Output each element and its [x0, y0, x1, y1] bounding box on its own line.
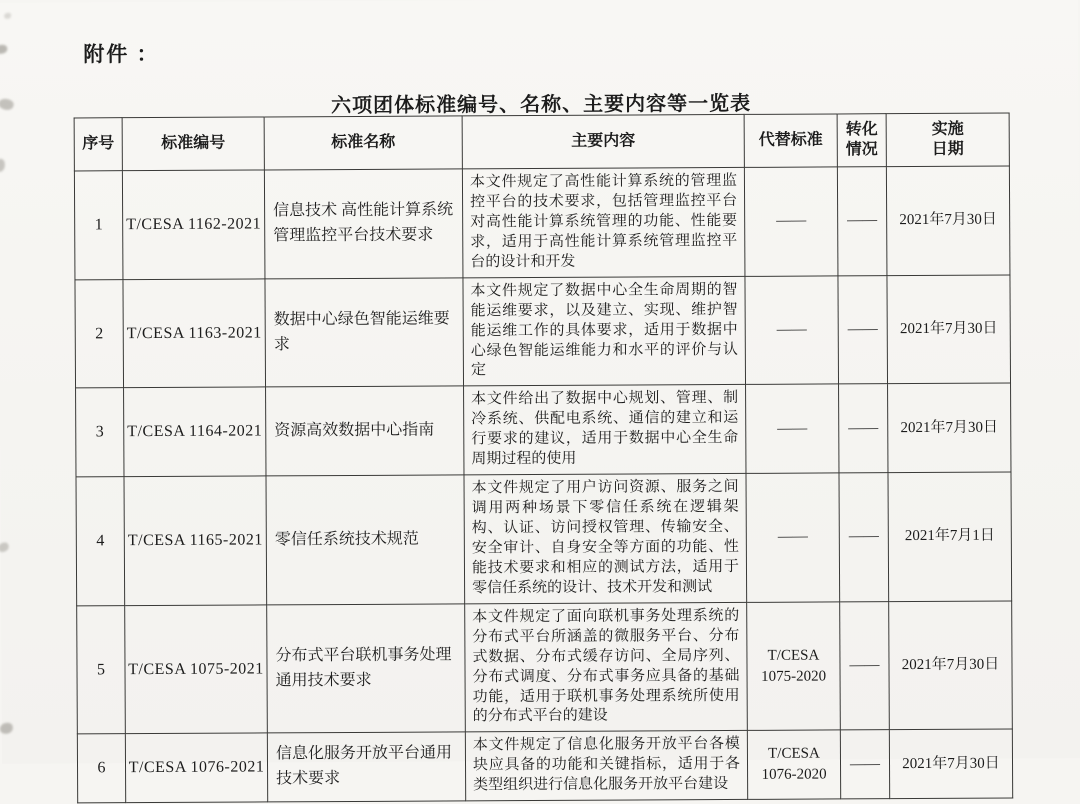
cell-code: T/CESA 1163-2021 — [123, 279, 266, 388]
header-date: 实施 日期 — [886, 113, 1009, 167]
table-row — [76, 383, 1011, 477]
cell-name: 数据中心绿色智能运维要求 — [265, 278, 464, 388]
cell-content: 本文件规定了信息化服务开放平台各模块应具备的功能和关键指标，适用于各类型组织进行信息化服务开放平台建设 — [465, 731, 747, 801]
cell-conversion: —— — [839, 384, 888, 473]
cell-name: 资源高效数据中心指南 — [266, 386, 464, 476]
header-conversion: 转化 情况 — [837, 114, 886, 167]
cell-replaces: T/CESA 1075-2020 — [747, 602, 841, 731]
scan-artifact — [0, 542, 10, 554]
cell-content: 本文件规定了面向联机事务处理系统的分布式平台所涵盖的微服务平台、分布式数据、分布式缓存访问、全局序列、分布式调度、分布式事务应具备的基础功能，适用于联机事务处理系统所使用的分布式平台的建设 — [465, 602, 748, 732]
cell-content: 本文件给出了数据中心规划、管理、制冷系统、供配电系统、通信的建立和运行要求的建议，适用于数据中心全生命周期过程的使用 — [464, 385, 746, 475]
cell-date: 2021年7月1日 — [888, 472, 1012, 601]
table-row — [77, 601, 1013, 735]
scan-artifact — [4, 13, 11, 19]
cell-name: 信息化服务开放平台通用技术要求 — [267, 732, 465, 802]
cell-content: 本文件规定了用户访问资源、服务之间调用两种场景下零信任系统在逻辑架构、认证、访问授权管理、传输安全、安全审计、自身安全等方面的功能、性能技术要求和相应的测试方法，适用于零信任系统的设计、技术开发和测试 — [464, 474, 747, 604]
header-seq: 序号 — [74, 118, 122, 171]
standards-table — [74, 113, 1014, 804]
cell-code: T/CESA 1076-2021 — [125, 733, 267, 803]
cell-seq: 1 — [74, 171, 123, 280]
cell-date: 2021年7月30日 — [886, 166, 1010, 275]
cell-code: T/CESA 1165-2021 — [124, 476, 267, 605]
cell-content: 本文件规定了高性能计算系统的管理监控平台的技术要求，包括管理监控平台对高性能计算系统管理的功能、性能要求，适用于高性能计算系统管理监控平台的设计和开发 — [462, 167, 745, 277]
scan-artifact — [0, 159, 5, 172]
cell-code: T/CESA 1075-2021 — [125, 605, 268, 734]
cell-replaces: T/CESA 1076-2020 — [747, 730, 840, 799]
scan-artifact — [0, 723, 13, 734]
cell-date: 2021年7月30日 — [889, 601, 1013, 730]
cell-name: 信息技术 高性能计算系统管理监控平台技术要求 — [264, 169, 463, 279]
scan-artifact — [0, 45, 7, 54]
cell-seq: 5 — [77, 605, 126, 734]
cell-date: 2021年7月30日 — [889, 729, 1012, 798]
cell-name: 分布式平台联机事务处理通用技术要求 — [267, 604, 466, 734]
cell-conversion: —— — [839, 473, 889, 602]
cell-replaces: —— — [746, 473, 840, 602]
cell-replaces: —— — [744, 167, 838, 276]
cell-seq: 2 — [75, 279, 124, 388]
table-row — [75, 275, 1011, 389]
attachment-label: 附件 ： — [83, 41, 160, 67]
cell-date: 2021年7月30日 — [888, 383, 1011, 472]
cell-name: 零信任系统技术规范 — [266, 475, 465, 605]
table-row — [77, 729, 1012, 803]
table-header-row — [74, 113, 1009, 171]
cell-conversion: —— — [838, 275, 888, 384]
cell-code: T/CESA 1162-2021 — [122, 170, 265, 279]
cell-conversion: —— — [840, 601, 890, 730]
scan-artifact — [0, 97, 15, 112]
cell-seq: 4 — [76, 477, 125, 606]
table-row — [74, 166, 1010, 280]
cell-content: 本文件规定了数据中心全生命周期的智能运维要求，以及建立、实现、维护智能运维工作的具体要求，适用于数据中心绿色智能运维能力和水平的评价与认定 — [463, 276, 746, 386]
header-content: 主要内容 — [462, 114, 744, 168]
cell-seq: 3 — [76, 388, 124, 477]
header-replaces: 代替标准 — [744, 114, 837, 167]
cell-date: 2021年7月30日 — [887, 275, 1011, 384]
cell-replaces: —— — [746, 384, 839, 473]
cell-code: T/CESA 1164-2021 — [124, 387, 266, 476]
page-title: 六项团体标准编号、名称、主要内容等一览表 — [331, 92, 752, 118]
header-code: 标准编号 — [122, 117, 264, 171]
cell-replaces: —— — [745, 276, 839, 385]
header-name: 标准名称 — [264, 116, 462, 170]
cell-conversion: —— — [840, 730, 889, 799]
cell-seq: 6 — [77, 734, 125, 803]
cell-conversion: —— — [837, 167, 887, 276]
table-row — [76, 472, 1012, 606]
